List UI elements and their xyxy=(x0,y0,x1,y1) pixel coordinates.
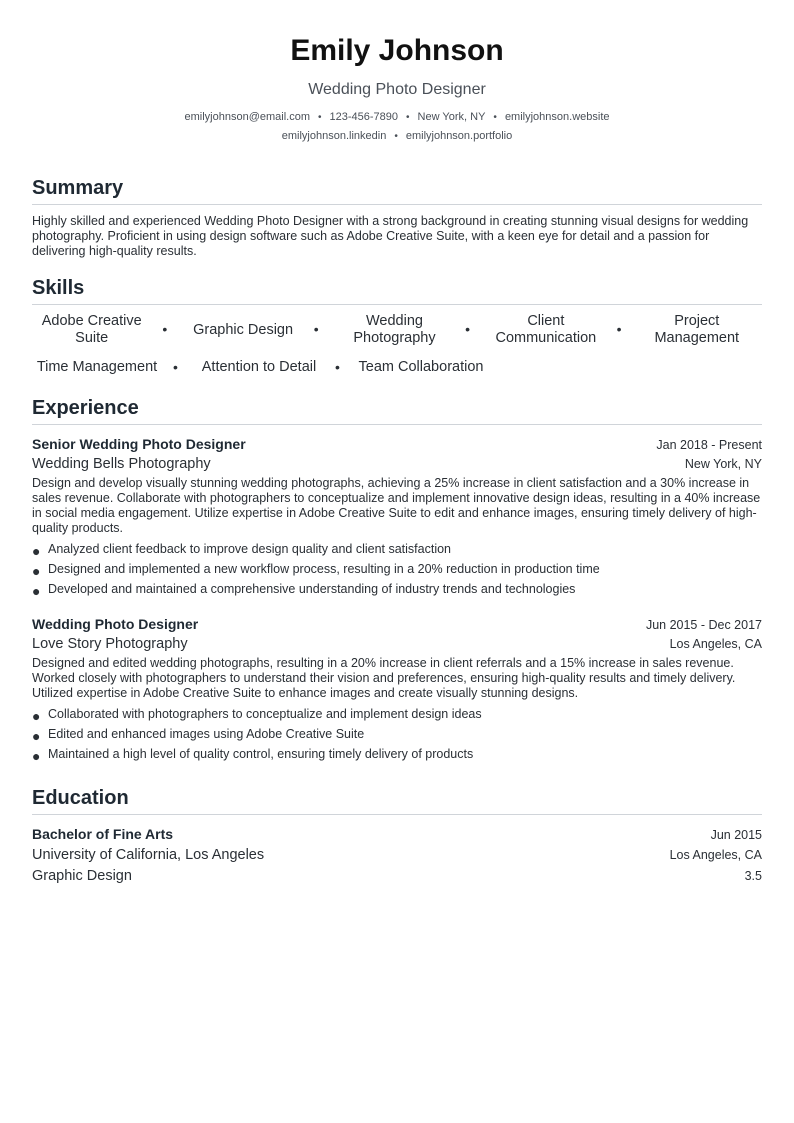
candidate-name: Emily Johnson xyxy=(290,34,504,67)
job-bullets xyxy=(32,539,762,599)
education-location: Los Angeles, CA xyxy=(669,848,762,862)
education-section xyxy=(32,786,762,887)
job-location: New York, NY xyxy=(684,457,762,471)
experience-heading: Experience xyxy=(32,396,762,425)
contact-email[interactable]: emilyjohnson@email.com xyxy=(184,111,310,123)
job-bullets xyxy=(32,704,762,764)
skill-item: Project Management xyxy=(654,313,740,346)
bullet-item: ● Edited and enhanced images using Adobe Creative Suite xyxy=(32,727,365,744)
skill-item: Time Management xyxy=(36,359,158,375)
contact-location: New York, NY xyxy=(417,111,486,123)
skill-item: Graphic Design xyxy=(193,321,294,338)
education-entry xyxy=(32,824,762,887)
job-location: Los Angeles, CA xyxy=(669,637,762,651)
bullet-dot-icon: ● xyxy=(32,728,41,744)
job-title: Senior Wedding Photo Designer xyxy=(32,436,246,452)
job-description: Design and develop visually stunning wedding photographs, achieving a 25% increase in client satisfaction and a 30% increase in sales revenue. Collaborate with photographers to conceptualize and implement innovative design ideas, resulting in a 40% increase in social media engagement. Utilize expertise in Adobe Creative Suite to edit and enhance images, ensuring timely delivery of high-quality products. xyxy=(32,476,761,535)
summary-section xyxy=(32,176,762,259)
resume-header xyxy=(32,32,762,146)
bullet-dot-icon: ● xyxy=(32,748,41,764)
bullet-dot-icon: ● xyxy=(32,583,41,599)
contact-linkedin[interactable]: emilyjohnson.linkedin xyxy=(281,130,387,142)
summary-heading: Summary xyxy=(32,176,762,205)
contact-phone[interactable]: 123-456-7890 xyxy=(329,111,399,123)
job-company: Wedding Bells Photography xyxy=(32,456,211,472)
education-heading: Education xyxy=(32,786,762,815)
bullet-dot-icon: ● xyxy=(32,543,41,559)
job-entry xyxy=(32,434,762,599)
contact-portfolio[interactable]: emilyjohnson.portfolio xyxy=(405,130,513,142)
bullet-item: ● Developed and maintained a comprehensive understanding of industry trends and technologies xyxy=(32,582,576,599)
bullet-item: ● Collaborated with photographers to conceptualize and implement design ideas xyxy=(32,707,482,724)
skills-row-1: Adobe Creative Suite • Graphic Design • Wedding Photography • Client Communication • Project Management xyxy=(32,313,762,347)
skills-row-2: Time Management • Attention to Detail • Team Collaboration xyxy=(32,359,762,376)
bullet-item: ● Maintained a high level of quality control, ensuring timely delivery of products xyxy=(32,747,474,764)
bullet-dot-icon: ● xyxy=(32,708,41,724)
education-date: Jun 2015 xyxy=(710,828,762,842)
skill-item: Adobe Creative Suite xyxy=(41,313,142,346)
bullet-dot-icon: ● xyxy=(32,563,41,579)
experience-section xyxy=(32,396,762,764)
education-degree: Bachelor of Fine Arts xyxy=(32,826,174,842)
contact-separator: • xyxy=(394,131,398,142)
job-entry xyxy=(32,614,762,764)
contact-website[interactable]: emilyjohnson.website xyxy=(504,111,610,123)
candidate-title: Wedding Photo Designer xyxy=(308,81,486,98)
education-gpa: 3.5 xyxy=(744,869,762,883)
bullet-item: ● Designed and implemented a new workflow process, resulting in a 20% reduction in production time xyxy=(32,562,600,579)
contact-line-2 xyxy=(32,127,762,146)
bullet-item: ● Analyzed client feedback to improve design quality and client satisfaction xyxy=(32,542,452,559)
contact-separator: • xyxy=(318,112,322,123)
skills-grid xyxy=(32,313,762,376)
education-field: Graphic Design xyxy=(32,868,132,884)
job-date: Jun 2015 - Dec 2017 xyxy=(645,618,762,632)
skill-item: Attention to Detail xyxy=(201,359,317,375)
contact-separator: • xyxy=(493,112,497,123)
job-company: Love Story Photography xyxy=(32,636,188,652)
skills-section xyxy=(32,276,762,376)
job-date: Jan 2018 - Present xyxy=(656,438,762,452)
job-description: Designed and edited wedding photographs, resulting in a 20% increase in client referrals and a 15% increase in sales revenue. Worked closely with photographers to understand their vision and preferences, ensuring high-quality results and timely delivery. Utilized expertise in Adobe Creative Suite to enhance images and create visually stunning designs. xyxy=(32,656,736,700)
summary-text: Highly skilled and experienced Wedding Photo Designer with a strong background in creating stunning visual designs for wedding photography. Proficient in using design software such as Adobe Creative Suite, with a keen eye for detail and a passion for delivering high-quality results. xyxy=(32,214,749,258)
skill-item: Team Collaboration xyxy=(358,359,484,375)
skills-heading: Skills xyxy=(32,276,762,305)
contact-line-1 xyxy=(32,108,762,127)
job-title: Wedding Photo Designer xyxy=(32,616,199,632)
skill-item: Client Communication xyxy=(495,313,597,346)
skill-item: Wedding Photography xyxy=(353,313,436,346)
education-school: University of California, Los Angeles xyxy=(32,847,265,863)
contact-separator: • xyxy=(406,112,410,123)
